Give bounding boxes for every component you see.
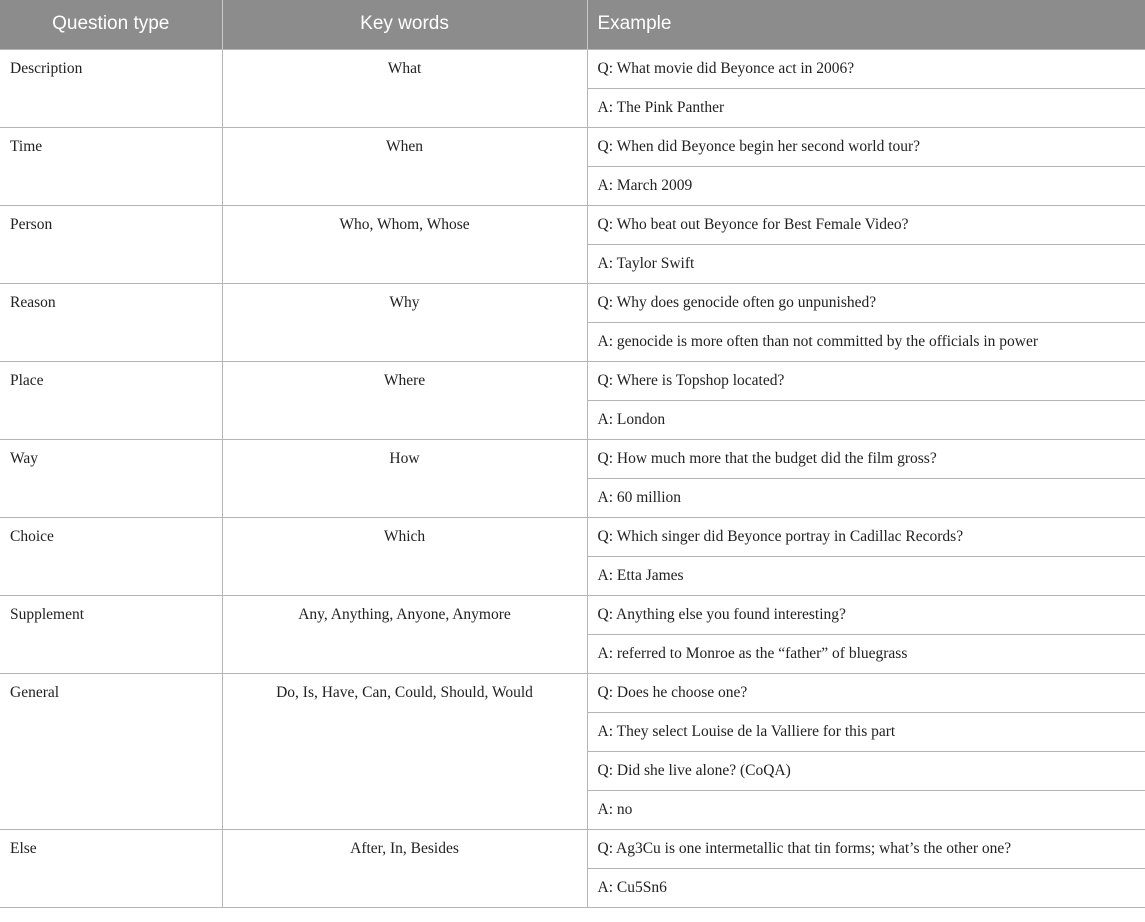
table-row — [0, 829, 1145, 868]
example-answer-cell: A: no — [587, 790, 1145, 829]
example-question-cell: Q: When did Beyonce begin her second world tour? — [587, 127, 1145, 166]
example-answer-cell: A: Etta James — [587, 556, 1145, 595]
example-answer-cell: A: London — [587, 400, 1145, 439]
key-words-cell: Who, Whom, Whose — [222, 205, 587, 283]
question-type-cell: Supplement — [0, 595, 222, 673]
header-key-words: Key words — [222, 0, 587, 49]
example-answer-cell: A: They select Louise de la Valliere for this part — [587, 712, 1145, 751]
example-question-cell: Q: Who beat out Beyonce for Best Female Video? — [587, 205, 1145, 244]
table-row — [0, 127, 1145, 166]
key-words-cell: Which — [222, 517, 587, 595]
key-words-cell: Why — [222, 283, 587, 361]
table-row — [0, 361, 1145, 400]
example-answer-cell: A: 60 million — [587, 478, 1145, 517]
example-answer-cell: A: Cu5Sn6 — [587, 868, 1145, 907]
table-row — [0, 595, 1145, 634]
example-question-cell: Q: How much more that the budget did the film gross? — [587, 439, 1145, 478]
example-question-cell: Q: Anything else you found interesting? — [587, 595, 1145, 634]
header-row — [0, 0, 1145, 49]
question-type-cell: Reason — [0, 283, 222, 361]
question-type-cell: General — [0, 673, 222, 829]
example-question-cell: Q: Ag3Cu is one intermetallic that tin forms; what’s the other one? — [587, 829, 1145, 868]
example-answer-cell: A: genocide is more often than not committed by the officials in power — [587, 322, 1145, 361]
example-answer-cell: A: referred to Monroe as the “father” of bluegrass — [587, 634, 1145, 673]
key-words-cell: Any, Anything, Anyone, Anymore — [222, 595, 587, 673]
example-question-cell: Q: Which singer did Beyonce portray in Cadillac Records? — [587, 517, 1145, 556]
question-type-cell: Else — [0, 829, 222, 907]
table-row — [0, 49, 1145, 88]
table-row — [0, 517, 1145, 556]
key-words-cell: Do, Is, Have, Can, Could, Should, Would — [222, 673, 587, 829]
table-row — [0, 283, 1145, 322]
header-example: Example — [587, 0, 1145, 49]
key-words-cell: After, In, Besides — [222, 829, 587, 907]
question-type-cell: Place — [0, 361, 222, 439]
example-question-cell: Q: What movie did Beyonce act in 2006? — [587, 49, 1145, 88]
table-row — [0, 205, 1145, 244]
question-type-cell: Way — [0, 439, 222, 517]
question-type-cell: Person — [0, 205, 222, 283]
key-words-cell: When — [222, 127, 587, 205]
header-question-type: Question type — [0, 0, 222, 49]
example-question-cell: Q: Did she live alone? (CoQA) — [587, 751, 1145, 790]
key-words-cell: What — [222, 49, 587, 127]
question-type-cell: Time — [0, 127, 222, 205]
table-row — [0, 673, 1145, 712]
key-words-cell: Where — [222, 361, 587, 439]
example-answer-cell: A: March 2009 — [587, 166, 1145, 205]
question-type-cell: Choice — [0, 517, 222, 595]
example-answer-cell: A: The Pink Panther — [587, 88, 1145, 127]
key-words-cell: How — [222, 439, 587, 517]
question-type-cell: Description — [0, 49, 222, 127]
example-question-cell: Q: Does he choose one? — [587, 673, 1145, 712]
example-question-cell: Q: Where is Topshop located? — [587, 361, 1145, 400]
table-body — [0, 49, 1145, 907]
example-question-cell: Q: Why does genocide often go unpunished? — [587, 283, 1145, 322]
example-answer-cell: A: Taylor Swift — [587, 244, 1145, 283]
table-row — [0, 439, 1145, 478]
